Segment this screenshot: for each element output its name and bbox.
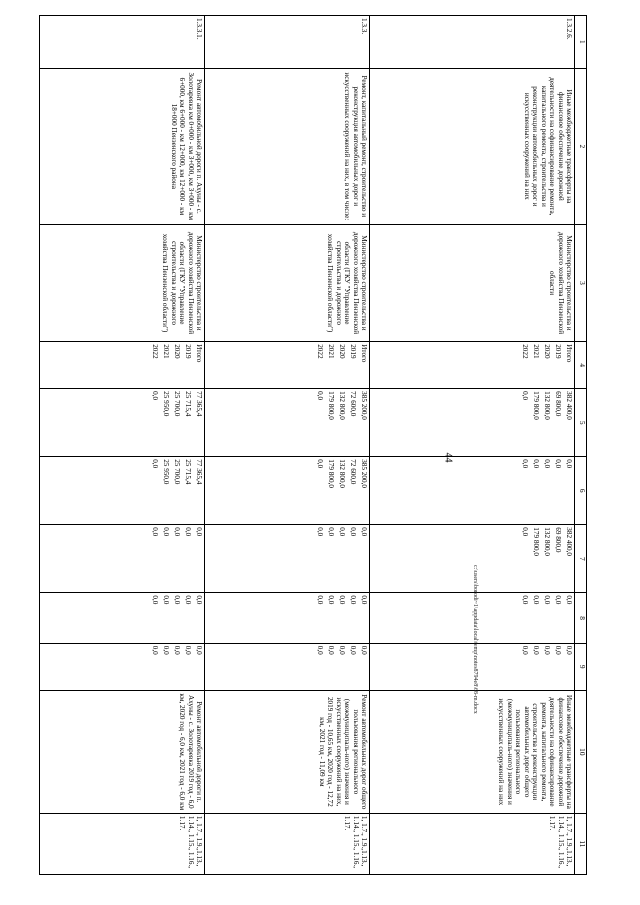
value-line: 132 800,0 bbox=[543, 527, 551, 557]
values-c5-cell bbox=[370, 389, 575, 457]
value-line: 179 800,0 bbox=[532, 391, 540, 420]
value-line: Итого bbox=[360, 344, 368, 363]
value-line: 0,0 bbox=[565, 459, 573, 469]
value-line: 69 800,0 bbox=[554, 391, 562, 417]
value-line: 25 715,4 bbox=[184, 391, 192, 417]
value-line: 2022 bbox=[316, 344, 324, 359]
value-line: 0,0 bbox=[327, 595, 335, 605]
row-indicator-cell: Ремонт автомобильных дорог общего пользования регионального (межмуниципаль-ного) значения и искусственных сооружений на них, 2019 год - 10,65 км, 2020 год - 12,72 км, 2021 год - 11,09 км bbox=[205, 690, 370, 813]
value-line: 0,0 bbox=[543, 459, 551, 469]
value-line: 0,0 bbox=[195, 645, 203, 655]
header-cell: 11 bbox=[575, 813, 587, 874]
value-line: 2021 bbox=[327, 344, 335, 359]
values-c8-cell bbox=[40, 593, 205, 643]
value-line: 0,0 bbox=[162, 595, 170, 605]
value-line: 179 800,0 bbox=[327, 391, 335, 420]
value-line: 132 800,0 bbox=[543, 391, 551, 420]
value-line: 0,0 bbox=[360, 527, 368, 537]
value-line: 2019 bbox=[554, 344, 562, 359]
values-c9-cell bbox=[205, 643, 370, 690]
value-line: 25 700,0 bbox=[173, 391, 181, 417]
value-line: 25 715,4 bbox=[184, 459, 192, 485]
row-name-cell: Иные межбюджетные трансферты на финансовое обеспечение дорожной деятельности на софинансирование ремонта, капитального ремонта, строительства и реконструкции автомобильных дорог и искусственных сооружений на них bbox=[370, 68, 575, 224]
row-number-cell: 1.3.2.6. bbox=[370, 16, 575, 69]
value-line: 0,0 bbox=[173, 595, 181, 605]
values-c6-cell bbox=[205, 457, 370, 525]
value-line: 132 800,0 bbox=[338, 391, 346, 420]
value-line: 0,0 bbox=[327, 645, 335, 655]
value-line: 2019 bbox=[349, 344, 357, 359]
value-line: 0,0 bbox=[532, 459, 540, 469]
values-c7-cell bbox=[40, 525, 205, 593]
header-cell: 8 bbox=[575, 593, 587, 643]
value-line: 69 800,0 bbox=[554, 527, 562, 553]
value-line: Итого bbox=[195, 344, 203, 363]
value-line: 0,0 bbox=[316, 391, 324, 401]
value-line: 0,0 bbox=[565, 645, 573, 655]
value-line: 0,0 bbox=[151, 645, 159, 655]
values-c8-cell bbox=[205, 593, 370, 643]
values-years-cell bbox=[370, 342, 575, 389]
row-executor-cell: Министерство строительства и дорожного хозяйства Пензенской области (ГКУ "Управление строительства и дорожного хозяйства Пензенской области") bbox=[205, 224, 370, 341]
header-cell: 2 bbox=[575, 68, 587, 224]
values-c6-cell bbox=[370, 457, 575, 525]
value-line: 0,0 bbox=[316, 595, 324, 605]
row-indicator-cell: Иные межбюджетные трансферты на финансовое обеспечение дорожной деятельности на софинансирование ремонта, капитального ремонта, строительства и реконструкции автомобильных дорог общего пользования регионального (межмуниципаль-ного) значения и искусственных сооружений на них bbox=[370, 690, 575, 813]
value-line: 0,0 bbox=[316, 459, 324, 469]
value-line: Итого bbox=[565, 344, 573, 363]
value-line: 0,0 bbox=[521, 595, 529, 605]
value-line: 0,0 bbox=[349, 645, 357, 655]
header-cell: 9 bbox=[575, 643, 587, 690]
value-line: 2020 bbox=[543, 344, 551, 359]
footer-file-path: c:\users\borodi~1\appdata\local\temp\notes8794e8\68-m.docx bbox=[472, 565, 478, 714]
row-executor-cell: Министерство строительства и дорожного хозяйства Пензенской области (ГКУ "Управление строительства и дорожного хозяйства Пензенской области") bbox=[40, 224, 205, 341]
header-row bbox=[575, 16, 587, 875]
value-line: 0,0 bbox=[554, 645, 562, 655]
value-line: 179 800,0 bbox=[327, 459, 335, 488]
value-line: 0,0 bbox=[195, 595, 203, 605]
program-table bbox=[39, 15, 587, 875]
value-line: 2021 bbox=[162, 344, 170, 359]
value-line: 2020 bbox=[173, 344, 181, 359]
header-cell: 7 bbox=[575, 525, 587, 593]
value-line: 0,0 bbox=[565, 595, 573, 605]
value-line: 72 600,0 bbox=[349, 391, 357, 417]
value-line: 0,0 bbox=[532, 645, 540, 655]
value-line: 0,0 bbox=[521, 391, 529, 401]
value-line: 0,0 bbox=[521, 645, 529, 655]
row-executor-cell: Министерство строительства и дорожного хозяйства Пензенской области bbox=[370, 224, 575, 341]
value-line: 0,0 bbox=[184, 645, 192, 655]
value-line: 2022 bbox=[151, 344, 159, 359]
value-line: 0,0 bbox=[151, 391, 159, 401]
value-line: 77 365,4 bbox=[195, 459, 203, 485]
page-number: 44 bbox=[442, 452, 454, 463]
row-links-cell: 1, 1.7., 1.9.,1.13., 1.14., 1.15., 1.16., 1.17. bbox=[205, 813, 370, 874]
row-number-cell: 1.3.3. bbox=[205, 16, 370, 69]
table-body bbox=[40, 16, 575, 875]
value-line: 132 800,0 bbox=[338, 459, 346, 488]
value-line: 0,0 bbox=[360, 595, 368, 605]
value-line: 0,0 bbox=[338, 595, 346, 605]
value-line: 0,0 bbox=[349, 595, 357, 605]
header-cell: 6 bbox=[575, 457, 587, 525]
value-line: 0,0 bbox=[316, 645, 324, 655]
value-line: 0,0 bbox=[151, 595, 159, 605]
header-cell: 5 bbox=[575, 389, 587, 457]
header-cell: 3 bbox=[575, 224, 587, 341]
value-line: 77 365,4 bbox=[195, 391, 203, 417]
value-line: 179 800,0 bbox=[532, 527, 540, 557]
row-indicator-cell: Ремонт автомобильной дороги п. Ахуны - с. Золотаревка 2019 год - 6,0 км, 2020 год - 6,0 км, 2021 год - 6,0 км bbox=[40, 690, 205, 813]
value-line: 0,0 bbox=[327, 527, 335, 537]
table-row bbox=[40, 16, 205, 875]
header-cell: 1 bbox=[575, 16, 587, 69]
value-line: 25 700,0 bbox=[173, 459, 181, 485]
value-line: 0,0 bbox=[338, 527, 346, 537]
rotated-table-wrapper bbox=[37, 15, 587, 875]
value-line: 2022 bbox=[521, 344, 529, 359]
values-c5-cell bbox=[205, 389, 370, 457]
value-line: 0,0 bbox=[151, 459, 159, 469]
value-line: 25 950,0 bbox=[162, 459, 170, 485]
values-years-cell bbox=[205, 342, 370, 389]
header-cell: 4 bbox=[575, 342, 587, 389]
value-line: 25 950,0 bbox=[162, 391, 170, 417]
row-links-cell: 1, 1.7., 1.9.,1.13., 1.14., 1.15., 1.16., 1.17. bbox=[40, 813, 205, 874]
value-line: 0,0 bbox=[532, 595, 540, 605]
value-line: 2020 bbox=[338, 344, 346, 359]
value-line: 0,0 bbox=[543, 645, 551, 655]
value-line: 382 400,0 bbox=[565, 391, 573, 420]
value-line: 0,0 bbox=[173, 645, 181, 655]
value-line: 0,0 bbox=[543, 595, 551, 605]
values-c7-cell bbox=[205, 525, 370, 593]
row-name-cell: Ремонт автомобильной дороги п. Ахуны - с. Золотаревка км 0+000 - км 3+000, км 3+000 - км 6+000, км 6+000 - км 12+000, км 12+000 - км 18+000 Пензенского района bbox=[40, 68, 205, 224]
table-row bbox=[205, 16, 370, 875]
value-line: 0,0 bbox=[162, 527, 170, 537]
value-line: 0,0 bbox=[349, 527, 357, 537]
value-line: 0,0 bbox=[173, 527, 181, 537]
value-line: 2019 bbox=[184, 344, 192, 359]
value-line: 0,0 bbox=[184, 527, 192, 537]
values-c6-cell bbox=[40, 457, 205, 525]
value-line: 0,0 bbox=[338, 645, 346, 655]
value-line: 0,0 bbox=[162, 645, 170, 655]
value-line: 0,0 bbox=[521, 459, 529, 469]
row-name-cell: Ремонт, капитальный ремонт, строительство и реконструкция автомобильных дорог и искусственных сооружений на них, в том числе: bbox=[205, 68, 370, 224]
values-c9-cell bbox=[40, 643, 205, 690]
value-line: 2021 bbox=[532, 344, 540, 359]
value-line: 0,0 bbox=[195, 527, 203, 537]
value-line: 0,0 bbox=[316, 527, 324, 537]
header-cell: 10 bbox=[575, 690, 587, 813]
row-number-cell: 1.3.3.1. bbox=[40, 16, 205, 69]
value-line: 72 600,0 bbox=[349, 459, 357, 485]
value-line: 0,0 bbox=[151, 527, 159, 537]
value-line: 0,0 bbox=[360, 645, 368, 655]
values-years-cell bbox=[40, 342, 205, 389]
value-line: 0,0 bbox=[184, 595, 192, 605]
value-line: 0,0 bbox=[554, 459, 562, 469]
value-line: 0,0 bbox=[554, 595, 562, 605]
value-line: 385 200,0 bbox=[360, 459, 368, 488]
values-c5-cell bbox=[40, 389, 205, 457]
value-line: 382 400,0 bbox=[565, 527, 573, 557]
value-line: 0,0 bbox=[521, 527, 529, 537]
row-links-cell: 1, 1.7., 1.9.,1.13., 1.14., 1.15., 1.16., 1.17. bbox=[370, 813, 575, 874]
value-line: 385 200,0 bbox=[360, 391, 368, 420]
